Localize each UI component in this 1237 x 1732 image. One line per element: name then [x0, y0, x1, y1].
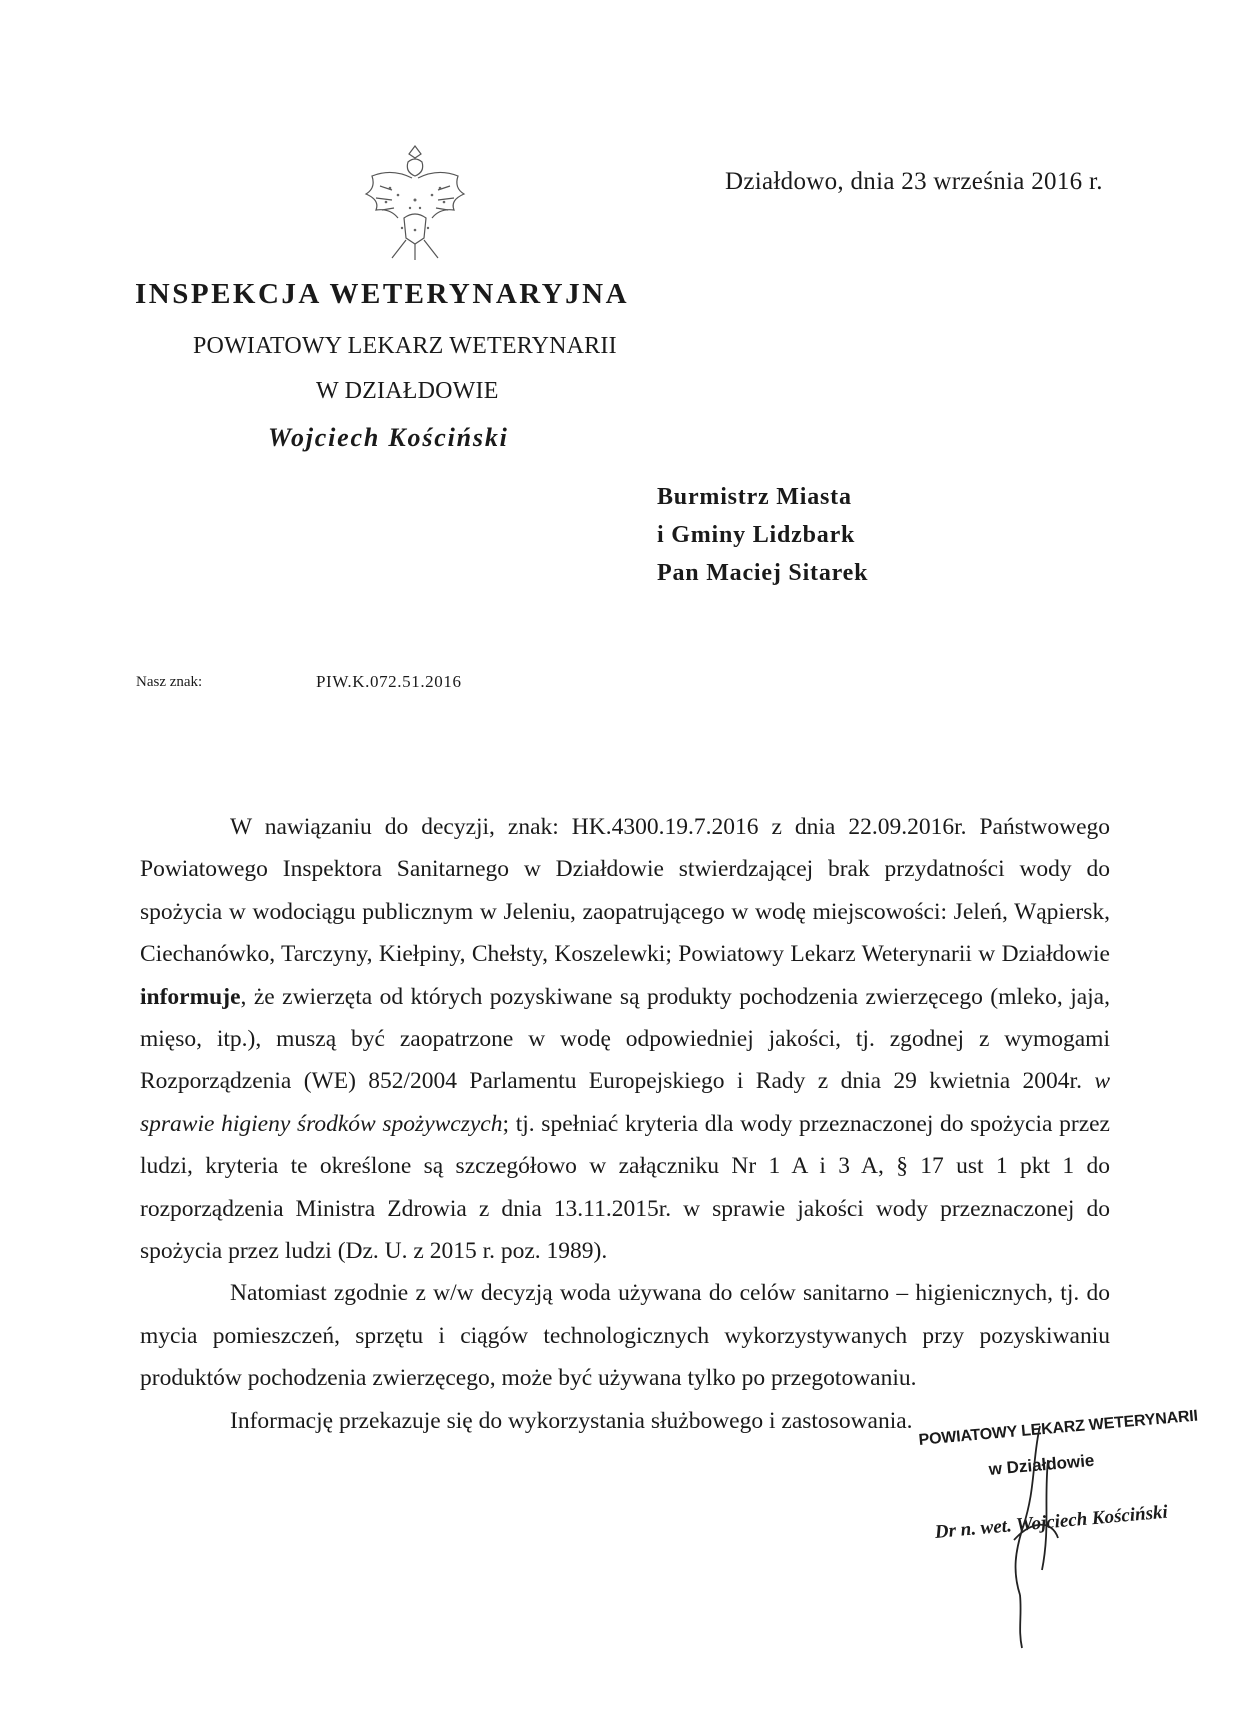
reference-number: PIW.K.072.51.2016: [316, 672, 462, 691]
reference-label: Nasz znak:: [136, 674, 203, 690]
handwritten-signature-icon: [992, 1420, 1072, 1650]
office-location: W DZIAŁDOWIE: [316, 378, 499, 404]
letter-body: [140, 806, 1110, 1442]
stamp-line-2: w Działdowie: [988, 1450, 1096, 1479]
document-date: Działdowo, dnia 23 września 2016 r.: [725, 168, 1103, 195]
recipient-line-3: Pan Maciej Sitarek: [657, 560, 869, 586]
stamp-line-3: Dr n. wet. Wojciech Kościński: [934, 1501, 1169, 1543]
recipient-block: [657, 478, 868, 592]
paragraph-3: Informację przekazuje się do wykorzystania służbowego i zastosowania.: [230, 1407, 913, 1434]
emphasis-informuje: informuje: [140, 983, 241, 1010]
official-stamp: [912, 1407, 1202, 1720]
office-title: POWIATOWY LEKARZ WETERYNARII: [193, 333, 617, 359]
paragraph-1: W nawiązaniu do decyzji, znak: HK.4300.19.7.2016 z dnia 22.09.2016r. Państwowego Powiatowego Inspektora Sanitarnego w Działdowie stwierdzającej brak przydatności wody do spożycia w wodociągu publicznym w Jeleniu, zaopatrującego w wodę miejscowości: Jeleń, Wąpiersk, Ciechanówko, Tarczyny, Kiełpiny, Chełsty, Koszelewki; Powiatowy Lekarz Weterynarii w Działdowie informuje, że zwierzęta od których pozyskiwane są produkty pochodzenia zwierzęcego (mleko, jaja, mięso, itp.), muszą być zaopatrzone w wodę odpowiedniej jakości, tj. zgodnej z wymogami Rozporządzenia (WE) 852/2004 Parlamentu Europejskiego i Rady z dnia 29 kwietnia 2004r. w sprawie higieny środków spożywczych; tj. spełniać kryteria dla wody przeznaczonej do spożycia przez ludzi, kryteria te określone są szczegółowo w załączniku Nr 1 A i 3 A, § 17 ust 1 pkt 1 do rozporządzenia Ministra Zdrowia z dnia 13.11.2015r. w sprawie jakości wody przeznaczonej do spożycia przez ludzi (Dz. U. z 2015 r. poz. 1989).: [140, 814, 1110, 1265]
regulation-title: w sprawie higieny środków spożywczych: [140, 1068, 1110, 1137]
institution-name: INSPEKCJA WETERYNARYJNA: [135, 278, 630, 310]
recipient-line-2: i Gminy Lidzbark: [657, 522, 856, 548]
eagle-emblem-icon: [360, 140, 470, 265]
paragraph-2: Natomiast zgodnie z w/w decyzją woda używana do celów sanitarno – higienicznych, tj. do mycia pomieszczeń, sprzętu i ciągów technologicznych wykorzystywanych przy pozyskiwaniu produktów pochodzenia zwierzęcego, może być używana tylko po przegotowaniu.: [140, 1280, 1110, 1392]
stamp-line-1: POWIATOWY LEKARZ WETERYNARII: [918, 1407, 1199, 1449]
recipient-line-1: Burmistrz Miasta: [657, 484, 852, 510]
head-officer-name: Wojciech Kościński: [268, 423, 509, 452]
